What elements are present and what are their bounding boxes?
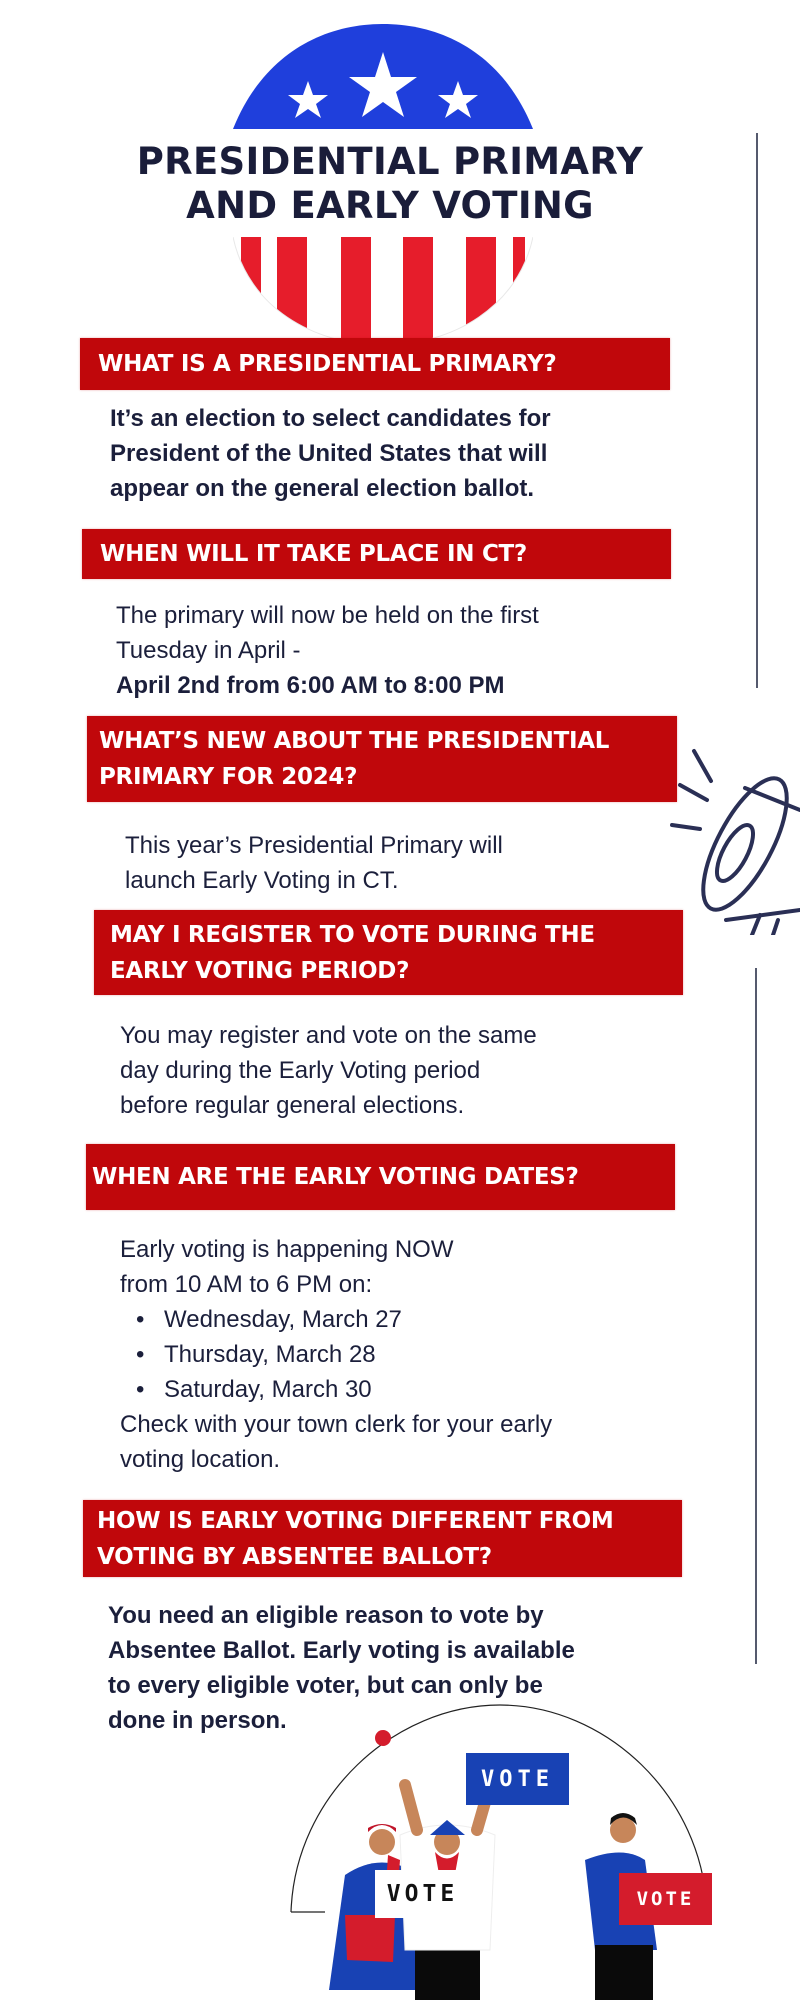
section-body-early-vs-absentee: You need an eligible reason to vote by Absentee Ballot. Early voting is available to every eligible voter, but can only be done in person. xyxy=(108,1602,575,1734)
section-body-register-during-early-voting: You may register and vote on the same day during the Early Voting period before regular general elections. xyxy=(120,1022,537,1119)
date-item: • Wednesday, March 27 xyxy=(164,1302,552,1337)
section-heading-early-vs-absentee: HOW IS EARLY VOTING DIFFERENT FROM VOTING BY ABSENTEE BALLOT? xyxy=(83,1500,682,1577)
section-heading-register-during-early-voting: MAY I REGISTER TO VOTE DURING THE EARLY VOTING PERIOD? xyxy=(94,910,683,995)
divider-line-top xyxy=(756,133,758,688)
voters-illustration xyxy=(285,1700,715,2000)
section-heading-what-is-primary: WHAT IS A PRESIDENTIAL PRIMARY? xyxy=(80,338,670,390)
date-item: • Saturday, March 30 xyxy=(164,1372,552,1407)
early-voting-dates-list xyxy=(120,1302,552,1407)
vote-sign-red: VOTE xyxy=(619,1873,712,1925)
emblem-stars-dome xyxy=(233,24,533,130)
title-line-2: AND EARLY VOTING xyxy=(186,184,594,227)
section-heading-early-voting-dates: WHEN ARE THE EARLY VOTING DATES? xyxy=(86,1144,675,1210)
section-body-early-voting-dates: Early voting is happening NOW from 10 AM to 6 PM on: • Wednesday, March 27 • Thursday, March 28 • Saturday, March 30 Check with your town clerk for your early voting location. xyxy=(120,1232,552,1477)
title-line-1: PRESIDENTIAL PRIMARY xyxy=(136,140,644,183)
date-item: • Thursday, March 28 xyxy=(164,1337,552,1372)
arc-decoration xyxy=(285,1700,715,2000)
section-heading-whats-new: WHAT’S NEW ABOUT THE PRESIDENTIAL PRIMARY FOR 2024? xyxy=(87,716,677,802)
primary-date-time: April 2nd from 6:00 AM to 8:00 PM xyxy=(116,672,505,699)
section-body-whats-new: This year’s Presidential Primary will launch Early Voting in CT. xyxy=(125,832,503,894)
section-body-when-in-ct: The primary will now be held on the first Tuesday in April - April 2nd from 6:00 AM to 8:00 PM xyxy=(116,598,539,703)
section-body-what-is-primary: It’s an election to select candidates for President of the United States that will appear on the general election ballot. xyxy=(110,405,551,502)
emblem-stripes-dome xyxy=(233,237,533,345)
divider-line-bottom xyxy=(755,968,757,1664)
vote-sign-blue: VOTE xyxy=(466,1753,569,1805)
vote-sign-white: VOTE xyxy=(375,1870,470,1918)
section-heading-when-in-ct: WHEN WILL IT TAKE PLACE IN CT? xyxy=(82,529,671,579)
page-title xyxy=(100,140,680,228)
